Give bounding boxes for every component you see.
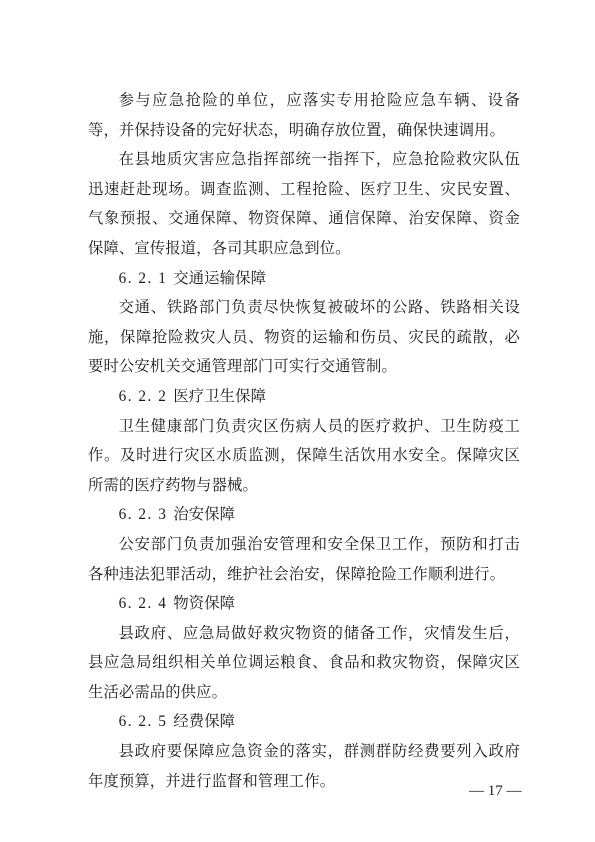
section-body-supplies: 县政府、应急局做好救灾物资的储备工作，灾情发生后，县应急局组织相关单位调运粮食、食品和救灾物资，保障灾区生活必需品的供应。 xyxy=(88,623,520,701)
section-title: 医疗卫生保障 xyxy=(173,386,267,405)
section-title: 交通运输保障 xyxy=(173,268,267,287)
section-heading-transport xyxy=(88,264,520,294)
section-title: 经费保障 xyxy=(173,712,236,731)
page-number: — 17 — xyxy=(469,783,522,799)
section-heading-funding xyxy=(88,707,520,737)
section-body-transport: 交通、铁路部门负责尽快恢复被破坏的公路、铁路相关设施，保障抢险救灾人员、物资的运输和伤员、灾民的疏散，必要时公安机关交通管理部门可实行交通管制。 xyxy=(88,298,520,376)
section-number: 6. 2. 2 xyxy=(118,387,168,405)
document-body xyxy=(88,86,520,796)
section-body-security: 公安部门负责加强治安管理和安全保卫工作，预防和打击各种违法犯罪活动，维护社会治安，保障抢险工作顺利进行。 xyxy=(88,534,520,583)
section-heading-medical xyxy=(88,382,520,412)
section-title: 治安保障 xyxy=(173,505,236,524)
section-number: 6. 2. 1 xyxy=(118,269,168,287)
section-heading-supplies xyxy=(88,589,520,619)
section-number: 6. 2. 4 xyxy=(118,595,168,613)
section-title: 物资保障 xyxy=(173,594,236,613)
section-body-medical: 卫生健康部门负责灾区伤病人员的医疗救护、卫生防疫工作。及时进行灾区水质监测，保障生活饮用水安全。保障灾区所需的医疗药物与器械。 xyxy=(88,416,520,494)
paragraph-equipment: 参与应急抢险的单位，应落实专用抢险应急车辆、设备等，并保持设备的完好状态，明确存放位置，确保快速调用。 xyxy=(88,91,520,139)
paragraph-command: 在县地质灾害应急指挥部统一指挥下，应急抢险救灾队伍迅速赶赴现场。调查监测、工程抢险、医疗卫生、灾民安置、气象预报、交通保障、物资保障、通信保障、治安保障、资金保障、宣传报道，各司其职应急到位。 xyxy=(88,150,520,257)
section-number: 6. 2. 5 xyxy=(118,713,168,731)
section-body-funding: 县政府要保障应急资金的落实，群测群防经费要列入政府年度预算，并进行监督和管理工作。 xyxy=(88,742,520,790)
section-heading-security xyxy=(88,500,520,530)
section-number: 6. 2. 3 xyxy=(118,506,168,524)
